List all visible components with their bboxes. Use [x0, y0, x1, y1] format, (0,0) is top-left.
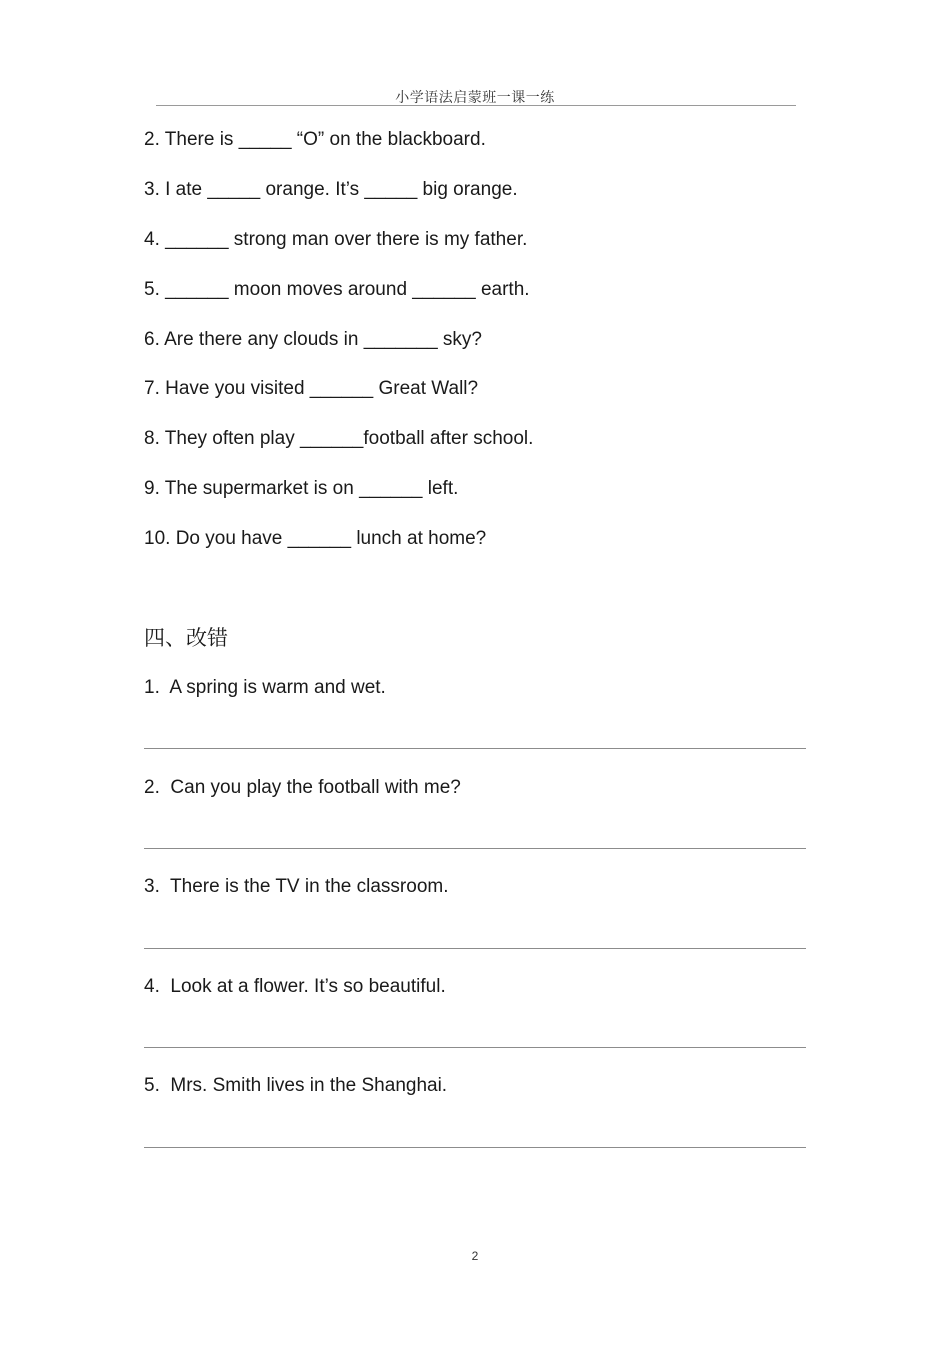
fill-in-item-9: 9. The supermarket is on ______ left. [144, 478, 459, 499]
fill-in-item-3: 3. I ate _____ orange. It’s _____ big orange. [144, 179, 518, 200]
correction-item-3: 3. There is the TV in the classroom. [144, 876, 449, 897]
fill-in-item-10: 10. Do you have ______ lunch at home? [144, 528, 487, 549]
fill-in-item-8: 8. They often play ______football after school. [144, 428, 534, 449]
answer-line-1 [144, 748, 806, 749]
correction-item-5: 5. Mrs. Smith lives in the Shanghai. [144, 1075, 448, 1096]
correction-item-4: 4. Look at a flower. It’s so beautiful. [144, 976, 446, 997]
section-title-correction: 四、改错 [144, 626, 228, 650]
fill-in-item-7: 7. Have you visited ______ Great Wall? [144, 378, 479, 399]
fill-in-item-4: 4. ______ strong man over there is my father. [144, 229, 528, 250]
answer-line-3 [144, 948, 806, 949]
correction-item-2: 2. Can you play the football with me? [144, 777, 461, 798]
answer-line-2 [144, 848, 806, 849]
fill-in-item-2: 2. There is _____ “O” on the blackboard. [144, 129, 486, 150]
correction-item-1: 1. A spring is warm and wet. [144, 677, 386, 698]
answer-line-4 [144, 1047, 806, 1048]
header-title: 小学语法启蒙班一课一练 [395, 90, 555, 106]
fill-in-item-5: 5. ______ moon moves around ______ earth. [144, 279, 530, 300]
fill-in-item-6: 6. Are there any clouds in _______ sky? [144, 329, 483, 350]
answer-line-5 [144, 1147, 806, 1148]
header-rule [156, 105, 796, 106]
page-number: 2 [471, 1249, 479, 1263]
